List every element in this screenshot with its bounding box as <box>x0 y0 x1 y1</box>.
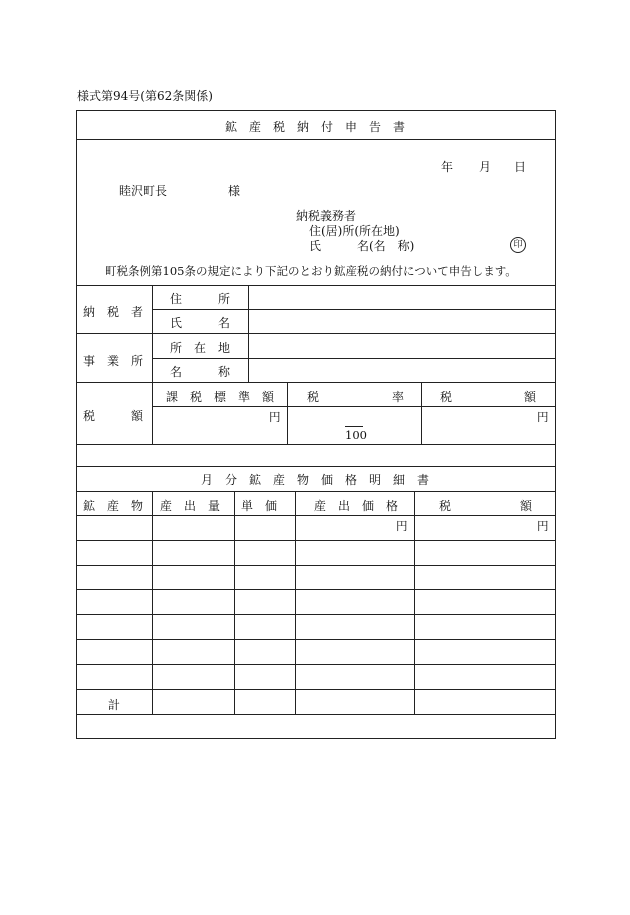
detail-row-line <box>76 614 556 615</box>
addressee: 睦沢町長 <box>119 184 168 198</box>
detail-cell[interactable] <box>297 591 412 612</box>
divider <box>76 491 556 492</box>
tax-amount-field[interactable] <box>423 408 554 442</box>
taxpayer-name-field[interactable] <box>250 311 554 331</box>
business-name-field[interactable] <box>250 360 554 380</box>
business-location-label: 所 在 地 <box>170 341 231 355</box>
detail-cell[interactable] <box>236 616 293 637</box>
tax-standard-header: 課 税 標 準 額 <box>166 390 275 404</box>
name-label: 氏 名(名 称) <box>309 239 415 253</box>
taxpayer-section-label: 納 税 者 <box>83 305 144 319</box>
detail-cell[interactable] <box>154 666 232 687</box>
detail-row-line <box>76 664 556 665</box>
divider <box>76 285 556 286</box>
detail-row-line <box>76 565 556 566</box>
tax-rate-header-left: 税 <box>307 390 320 404</box>
detail-cell[interactable] <box>297 567 412 587</box>
detail-cell[interactable] <box>78 591 150 612</box>
divider <box>76 466 556 467</box>
detail-cell[interactable] <box>236 517 293 538</box>
date-month-label: 月 <box>479 160 492 174</box>
tax-rate-header-right: 率 <box>392 390 405 404</box>
divider <box>287 382 288 444</box>
detail-header-mineral: 鉱 産 物 <box>83 499 144 513</box>
detail-header-quantity: 産 出 量 <box>160 499 221 513</box>
yen-unit: 円 <box>537 410 549 424</box>
detail-column-line <box>295 491 296 714</box>
detail-cell[interactable] <box>236 591 293 612</box>
detail-cell[interactable] <box>416 517 554 538</box>
business-location-field[interactable] <box>250 336 554 356</box>
detail-cell[interactable] <box>297 691 412 712</box>
detail-cell[interactable] <box>78 517 150 538</box>
detail-column-line <box>414 491 415 714</box>
business-section-label: 事 業 所 <box>83 354 144 368</box>
detail-cell[interactable] <box>78 616 150 637</box>
detail-column-line <box>234 491 235 714</box>
form-number: 様式第94号(第62条関係) <box>77 89 213 103</box>
taxpayer-label: 納税義務者 <box>296 209 357 223</box>
yen-unit: 円 <box>269 410 281 424</box>
detail-row-line <box>76 540 556 541</box>
divider <box>76 444 556 445</box>
detail-cell[interactable] <box>154 542 232 563</box>
detail-cell[interactable] <box>154 517 232 538</box>
detail-header-unit-price: 単 価 <box>241 499 278 513</box>
detail-cell[interactable] <box>236 567 293 587</box>
detail-cell[interactable] <box>78 641 150 662</box>
detail-cell[interactable] <box>236 542 293 563</box>
detail-row-line <box>76 589 556 590</box>
detail-row-line <box>76 689 556 690</box>
detail-cell[interactable] <box>236 641 293 662</box>
divider <box>76 382 556 383</box>
detail-header-value: 産 出 価 格 <box>314 499 399 513</box>
detail-cell[interactable] <box>297 616 412 637</box>
detail-header-tax-right: 額 <box>520 499 533 513</box>
detail-cell[interactable] <box>297 666 412 687</box>
taxpayer-name-label: 氏 名 <box>170 316 231 330</box>
detail-cell[interactable] <box>236 666 293 687</box>
honorific: 様 <box>228 184 241 198</box>
detail-total-label: 計 <box>108 698 121 712</box>
detail-header-tax-left: 税 <box>439 499 452 513</box>
tax-standard-field[interactable] <box>154 408 285 442</box>
date-day-label: 日 <box>514 160 527 174</box>
detail-cell[interactable] <box>236 691 293 712</box>
detail-cell[interactable] <box>154 616 232 637</box>
detail-cell[interactable] <box>154 691 232 712</box>
divider <box>421 382 422 444</box>
divider <box>76 139 556 140</box>
business-name-label: 名 称 <box>170 365 231 379</box>
taxpayer-address-field[interactable] <box>250 287 554 307</box>
detail-title: 月 分 鉱 産 物 価 格 明 細 書 <box>200 473 429 487</box>
detail-row-line <box>76 714 556 715</box>
divider <box>152 406 556 407</box>
yen-unit: 円 <box>537 519 549 533</box>
form-title: 鉱 産 税 納 付 申 告 書 <box>224 120 405 134</box>
detail-cell[interactable] <box>297 542 412 563</box>
date-year-label: 年 <box>441 160 454 174</box>
detail-cell[interactable] <box>297 641 412 662</box>
detail-cell[interactable] <box>416 567 554 587</box>
divider <box>76 333 556 334</box>
declaration: 町税条例第105条の規定により下記のとおり鉱産税の納付について申告します。 <box>105 264 517 278</box>
tax-section-label: 税 額 <box>83 409 144 423</box>
detail-cell[interactable] <box>78 567 150 587</box>
detail-cell[interactable] <box>154 641 232 662</box>
divider <box>152 358 556 359</box>
detail-cell[interactable] <box>78 666 150 687</box>
address-label: 住(居)所(所在地) <box>309 224 400 238</box>
tax-amount-header-left: 税 <box>440 390 453 404</box>
yen-unit: 円 <box>396 519 408 533</box>
detail-cell[interactable] <box>297 517 412 538</box>
fraction-line <box>345 426 363 427</box>
seal-mark: 印 <box>510 237 526 253</box>
detail-cell[interactable] <box>154 567 232 587</box>
detail-cell[interactable] <box>416 666 554 687</box>
detail-cell[interactable] <box>154 591 232 612</box>
detail-cell[interactable] <box>416 542 554 563</box>
detail-cell[interactable] <box>416 641 554 662</box>
tax-amount-header-right: 額 <box>524 390 537 404</box>
detail-row-line <box>76 639 556 640</box>
taxpayer-address-label: 住 所 <box>170 292 231 306</box>
divider <box>152 309 556 310</box>
divider <box>76 515 556 516</box>
detail-cell[interactable] <box>416 691 554 712</box>
tax-rate-field[interactable] <box>289 408 341 426</box>
rate-denominator: 100 <box>345 428 367 442</box>
detail-cell[interactable] <box>78 542 150 563</box>
detail-cell[interactable] <box>416 591 554 612</box>
detail-column-line <box>152 491 153 714</box>
detail-cell[interactable] <box>416 616 554 637</box>
